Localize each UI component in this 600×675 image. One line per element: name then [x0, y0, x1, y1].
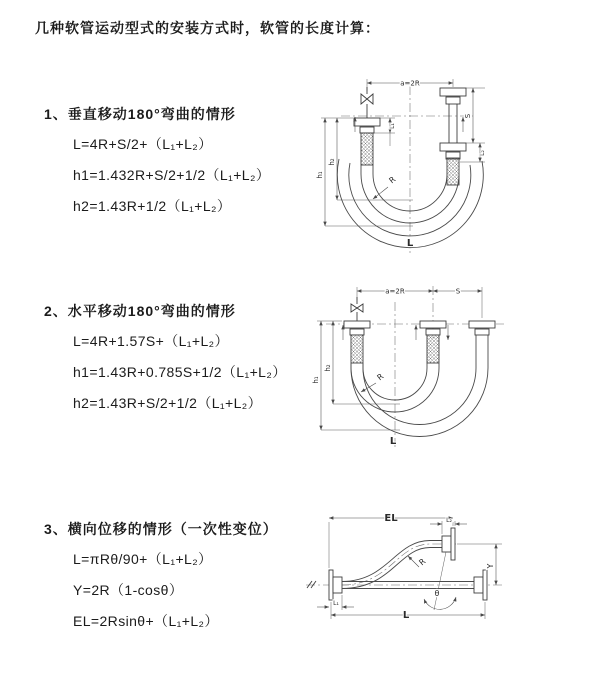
dim-label-s: S [455, 287, 461, 296]
section-1-formulas [73, 135, 270, 215]
dim-label-h1: h₁ [316, 171, 324, 179]
dimension-s [464, 88, 485, 143]
diagram-horizontal-180-bend [308, 278, 593, 460]
dim-label-l2: L₂ [446, 517, 452, 524]
valve-icon [361, 87, 373, 104]
dim-label-l: L [402, 610, 410, 621]
formula-line: L=πRθ/90+（L₁+L₂） [73, 551, 213, 567]
hose-u-bend [337, 159, 483, 248]
radius-leader [408, 556, 428, 567]
dim-label-s: S [464, 113, 472, 119]
hose-braid [361, 133, 373, 165]
formula-line: EL=2Rsinθ+（L₁+L₂） [73, 613, 219, 629]
section-2-heading: 2、水平移动180°弯曲的情形 [44, 303, 236, 319]
formula-line: h1=1.43R+0.785S+1/2（L₁+L₂） [73, 364, 287, 380]
dimension-s [357, 287, 482, 318]
dim-label-theta: θ [434, 589, 440, 598]
dim-label-h2: h₂ [328, 158, 336, 166]
section-horizontal-movement [44, 302, 287, 412]
valve-icon [351, 297, 363, 321]
dim-label-h1: h₁ [312, 376, 320, 384]
section-1-heading: 1、垂直移动180°弯曲的情形 [44, 106, 236, 122]
dim-label-r: R [417, 556, 428, 568]
dim-label-a2r: a=2R [385, 287, 405, 296]
radius-leader [373, 175, 398, 199]
dim-label-y: Y [486, 563, 495, 569]
section-lateral-displacement [44, 520, 278, 630]
dimension-l [331, 602, 485, 621]
fixed-flange [329, 570, 342, 600]
hose-u-bends [351, 363, 488, 437]
diagram-lateral-displacement [298, 498, 598, 640]
formula-line: Y=2R（1-cosθ） [73, 582, 184, 598]
dimension-l2 [430, 517, 467, 534]
formula-line: h2=1.43R+S/2+1/2（L₁+L₂） [73, 395, 263, 411]
moving-pipe-position-2 [469, 321, 495, 363]
angle-theta [424, 552, 456, 610]
dimension-l1 [317, 595, 354, 610]
moving-pipe-position-1 [420, 321, 446, 363]
fixed-pipe-end [344, 321, 370, 363]
centerline-mark [307, 581, 316, 588]
dim-label-l1: L₁ [389, 123, 396, 129]
hose-braid [427, 335, 439, 363]
dimension-a2r [357, 288, 433, 296]
formula-line: L=4R+1.57S+（L₁+L₂） [73, 333, 229, 349]
formula-line: h2=1.43R+1/2（L₁+L₂） [73, 198, 232, 214]
formula-line: L=4R+S/2+（L₁+L₂） [73, 136, 213, 152]
diagram-vertical-180-bend [313, 70, 588, 262]
moving-pipe-end [440, 88, 466, 185]
fixed-pipe-end [354, 104, 380, 165]
hose-braid [351, 335, 363, 363]
dim-label-r: R [375, 371, 386, 383]
dim-label-r: R [387, 174, 398, 186]
hose-braid [447, 158, 459, 185]
dim-label-l: L [406, 238, 414, 249]
dim-label-h2: h₂ [324, 364, 332, 372]
dim-label-l: L [389, 436, 397, 447]
section-3-heading: 3、横向位移的情形（一次性变位） [44, 521, 278, 537]
formula-line: h1=1.432R+S/2+1/2（L₁+L₂） [73, 167, 271, 183]
section-3-formulas [73, 550, 278, 630]
dim-label-el: EL [384, 513, 398, 524]
dim-label-l1: L₁ [333, 600, 339, 607]
dim-label-l2: L₂ [479, 150, 486, 156]
section-2-formulas [73, 332, 287, 412]
dim-label-a2r: a=2R [400, 79, 420, 88]
section-vertical-movement [44, 105, 270, 215]
page-title: 几种软管运动型式的安装方式时，软管的长度计算： [35, 20, 380, 36]
